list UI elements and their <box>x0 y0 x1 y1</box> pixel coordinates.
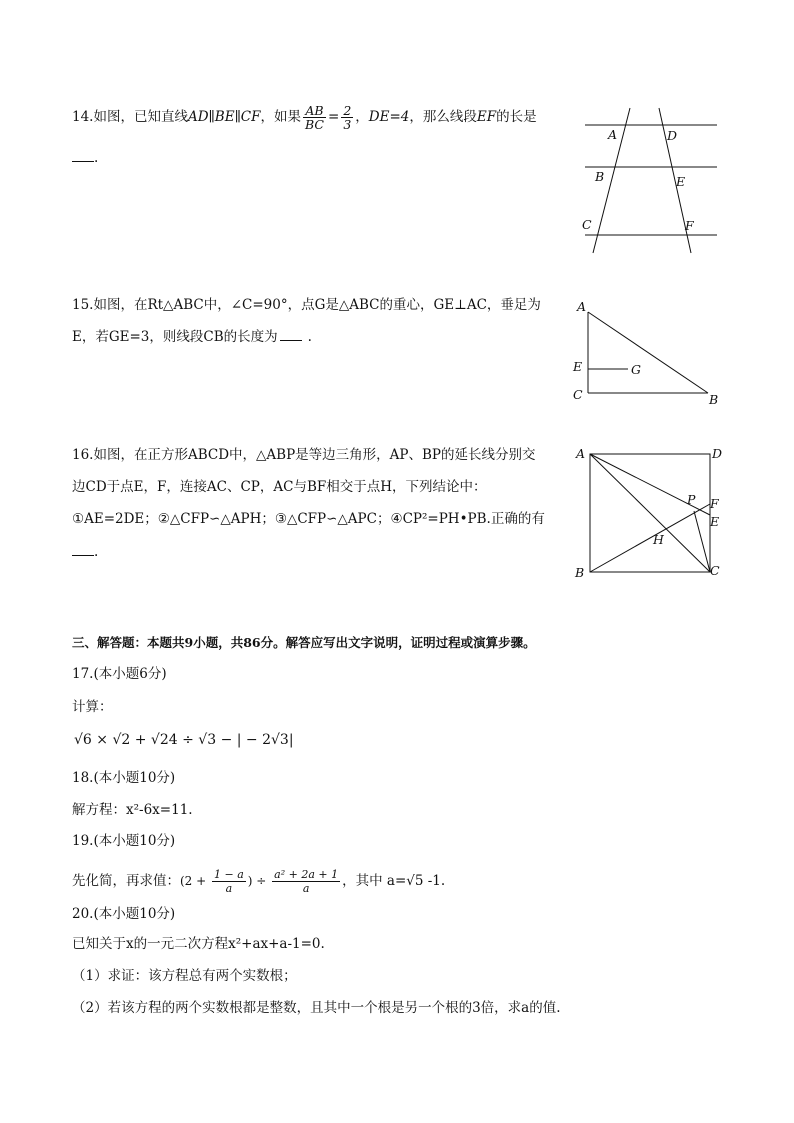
q14-label-d: D <box>667 128 678 143</box>
q14-label-e: E <box>676 174 686 189</box>
q14-label-b: B <box>595 169 605 184</box>
q15-figure <box>568 296 728 411</box>
q18-prompt: 解方程：x²-6x=11. <box>72 802 193 818</box>
q14-label-a: A <box>608 127 618 142</box>
q16-label-h: H <box>653 532 664 547</box>
q20-title: 20.(本小题10分) <box>72 906 176 922</box>
q16-line2: 边CD于点E，F，连接AC、CP，AC与BF相交于点H，下列结论中： <box>72 479 487 495</box>
q17-title: 17.(本小题6分) <box>72 666 167 682</box>
q16-label-c: C <box>710 563 720 578</box>
q16-answer-line: . <box>72 542 98 562</box>
q20-stem: 已知关于x的一元二次方程x²+ax+a-1=0. <box>72 936 325 952</box>
fraction-1-minus-a-over-a: $\frac{1 - a}{a}$ <box>214 868 244 895</box>
q16-label-f: F <box>710 496 719 511</box>
q16-label-e: E <box>710 514 720 529</box>
q14-text: 14.如图，已知直线AD∥BE∥CF，如果 $\frac{AB}{BC}$ = $\frac{2}{3}$ ，DE=4，那么线段EF的长是 <box>72 103 537 132</box>
q14-figure <box>575 100 725 260</box>
q14-label-f: F <box>685 218 694 233</box>
q16-line1: 16.如图，在正方形ABCD中，△ABP是等边三角形，AP、BP的延长线分别交 <box>72 447 536 463</box>
q15-label-e: E <box>573 359 583 374</box>
fraction-a2-2a-1-over-a: $\frac{\text{a² + 2a + 1}}{a}$ <box>274 868 339 895</box>
q16-label-p: P <box>687 492 696 507</box>
q19-title: 19.(本小题10分) <box>72 833 176 849</box>
q20-part2: （2）若该方程的两个实数根都是整数，且其中一个根是另一个根的3倍，求a的值. <box>72 1000 561 1016</box>
q15-label-g: G <box>631 362 641 377</box>
q14-answer-line: . <box>72 148 98 168</box>
section-heading: 三、解答题：本题共9小题，共86分。解答应写出文字说明，证明过程或演算步骤。 <box>72 635 536 650</box>
q15-line2: E，若GE=3，则线段CB的长度为 . <box>72 329 312 345</box>
q15-line1: 15.如图，在Rt△ABC中，∠C=90°，点G是△ABC的重心，GE⊥AC，垂足为 <box>72 297 541 313</box>
q15-label-b: B <box>709 392 719 407</box>
answer-blank[interactable] <box>72 543 94 556</box>
answer-blank[interactable] <box>280 328 302 341</box>
q16-label-a: A <box>576 446 586 461</box>
q20-part1: （1）求证：该方程总有两个实数根； <box>72 968 297 984</box>
q17-prompt: 计算： <box>72 699 113 715</box>
q15-label-c: C <box>573 387 583 402</box>
q15-label-a: A <box>577 299 587 314</box>
q18-title: 18.(本小题10分) <box>72 770 176 786</box>
q17-expression: √6 × √2 + √24 ÷ √3 − | − 2√3| <box>74 732 294 748</box>
q16-line3: ①AE=2DE；②△CFP∽△APH；③△CFP∽△APC；④CP²=PH•PB.正确的有 <box>72 511 545 527</box>
q19-line: 先化简，再求值：(2 + $\frac{1 - a}{a}$ ) ÷ $\frac{\text{a² + 2a + 1}}{a}$ ，其中 a=√5 -1. <box>72 868 446 895</box>
fraction-ab-bc: $\frac{AB}{BC}$ <box>305 103 324 132</box>
q14-label-c: C <box>582 217 592 232</box>
fraction-2-3: $\frac{2}{3}$ <box>343 103 352 132</box>
q16-label-b: B <box>575 565 585 580</box>
answer-blank[interactable] <box>72 149 94 162</box>
q16-figure <box>568 444 733 584</box>
q16-label-d: D <box>712 446 723 461</box>
